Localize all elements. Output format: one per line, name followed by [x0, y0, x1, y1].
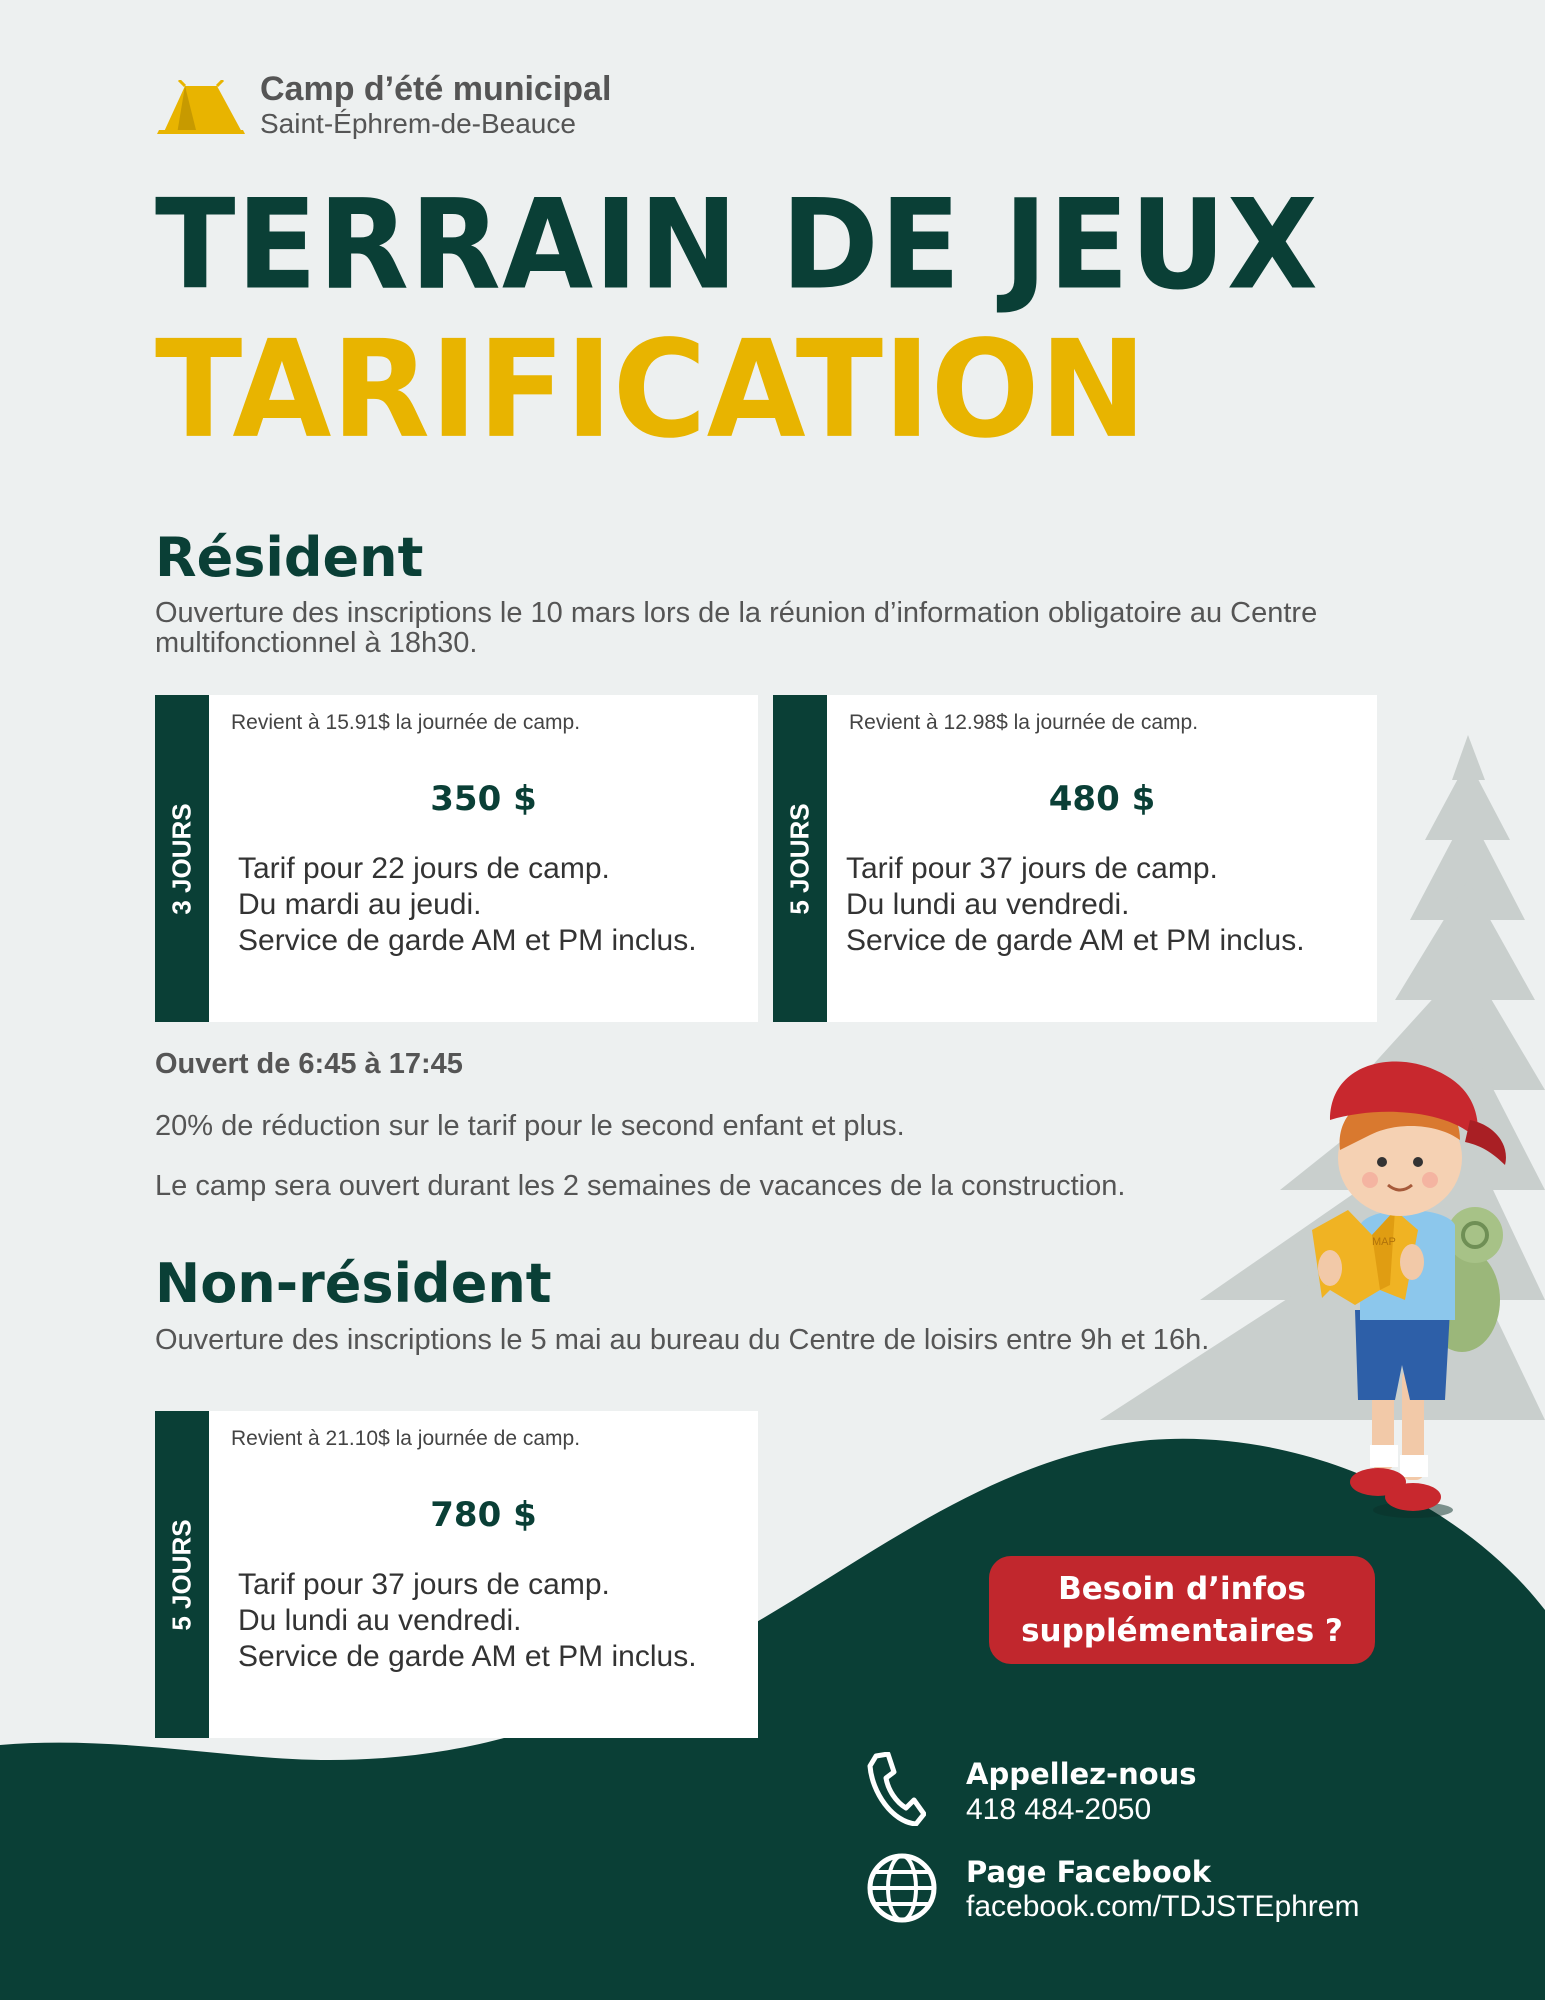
card-details	[238, 1567, 697, 1675]
card-detail-line: Tarif pour 37 jours de camp.	[238, 1568, 610, 1601]
card-band-label: 5 JOURS	[166, 1518, 197, 1631]
card-details	[846, 851, 1305, 959]
sibling-discount: 20% de réduction sur le tarif pour le second enfant et plus.	[155, 1110, 905, 1142]
phone-icon	[866, 1752, 926, 1826]
card-note: Revient à 12.98$ la journée de camp.	[849, 711, 1199, 734]
nonresident-card-5-days	[155, 1411, 758, 1738]
more-info-button[interactable]	[989, 1556, 1375, 1664]
facebook-title: Page Facebook	[966, 1855, 1211, 1889]
boy-with-map-illustration	[1312, 1062, 1506, 1518]
resident-heading: Résident	[155, 526, 424, 589]
phone-title: Appellez-nous	[966, 1757, 1197, 1791]
card-detail-line: Tarif pour 37 jours de camp.	[846, 852, 1218, 885]
title-line-1: TERRAIN DE JEUX	[155, 172, 1319, 317]
card-band-label: 3 JOURS	[166, 802, 197, 915]
card-detail-line: Service de garde AM et PM inclus.	[238, 1640, 697, 1673]
more-info-line-2: supplémentaires ?	[1021, 1613, 1343, 1649]
facebook-link[interactable]: facebook.com/TDJSTEphrem	[966, 1890, 1360, 1923]
opening-hours: Ouvert de 6:45 à 17:45	[155, 1048, 463, 1080]
resident-card-5-days	[773, 695, 1377, 1022]
card-note: Revient à 21.10$ la journée de camp.	[231, 1427, 581, 1450]
card-price: 780 $	[430, 1495, 537, 1535]
card-band	[155, 695, 209, 1022]
card-band-label: 5 JOURS	[784, 802, 815, 915]
map-label: MAP	[1372, 1236, 1396, 1248]
organization-name: Camp d’été municipal	[260, 70, 612, 108]
more-info-line-1: Besoin d’infos	[1058, 1571, 1306, 1607]
card-band	[155, 1411, 209, 1738]
card-price: 480 $	[1048, 779, 1156, 819]
card-price: 350 $	[430, 779, 537, 819]
card-band	[773, 695, 827, 1022]
title-line-2: TARIFICATION	[155, 312, 1147, 469]
nonresident-intro: Ouverture des inscriptions le 5 mai au bureau du Centre de loisirs entre 9h et 16h.	[155, 1324, 1210, 1356]
nonresident-heading: Non-résident	[155, 1252, 552, 1315]
card-detail-line: Du lundi au vendredi.	[238, 1604, 522, 1637]
resident-card-3-days	[155, 695, 758, 1022]
construction-note: Le camp sera ouvert durant les 2 semaines de vacances de la construction.	[155, 1170, 1126, 1202]
tent-icon	[155, 80, 247, 136]
card-detail-line: Du lundi au vendredi.	[846, 888, 1130, 921]
globe-icon	[866, 1852, 938, 1924]
card-detail-line: Service de garde AM et PM inclus.	[846, 924, 1305, 957]
card-details	[238, 851, 697, 959]
resident-intro: Ouverture des inscriptions le 10 mars lors de la réunion d’information obligatoire au Centre multifonctionnel à 18h30.	[155, 597, 1318, 659]
card-note: Revient à 15.91$ la journée de camp.	[231, 711, 581, 734]
organization-place: Saint-Éphrem-de-Beauce	[260, 108, 576, 139]
card-detail-line: Tarif pour 22 jours de camp.	[238, 852, 610, 885]
phone-number[interactable]: 418 484-2050	[966, 1793, 1152, 1826]
card-detail-line: Du mardi au jeudi.	[238, 888, 482, 921]
card-detail-line: Service de garde AM et PM inclus.	[238, 924, 697, 957]
